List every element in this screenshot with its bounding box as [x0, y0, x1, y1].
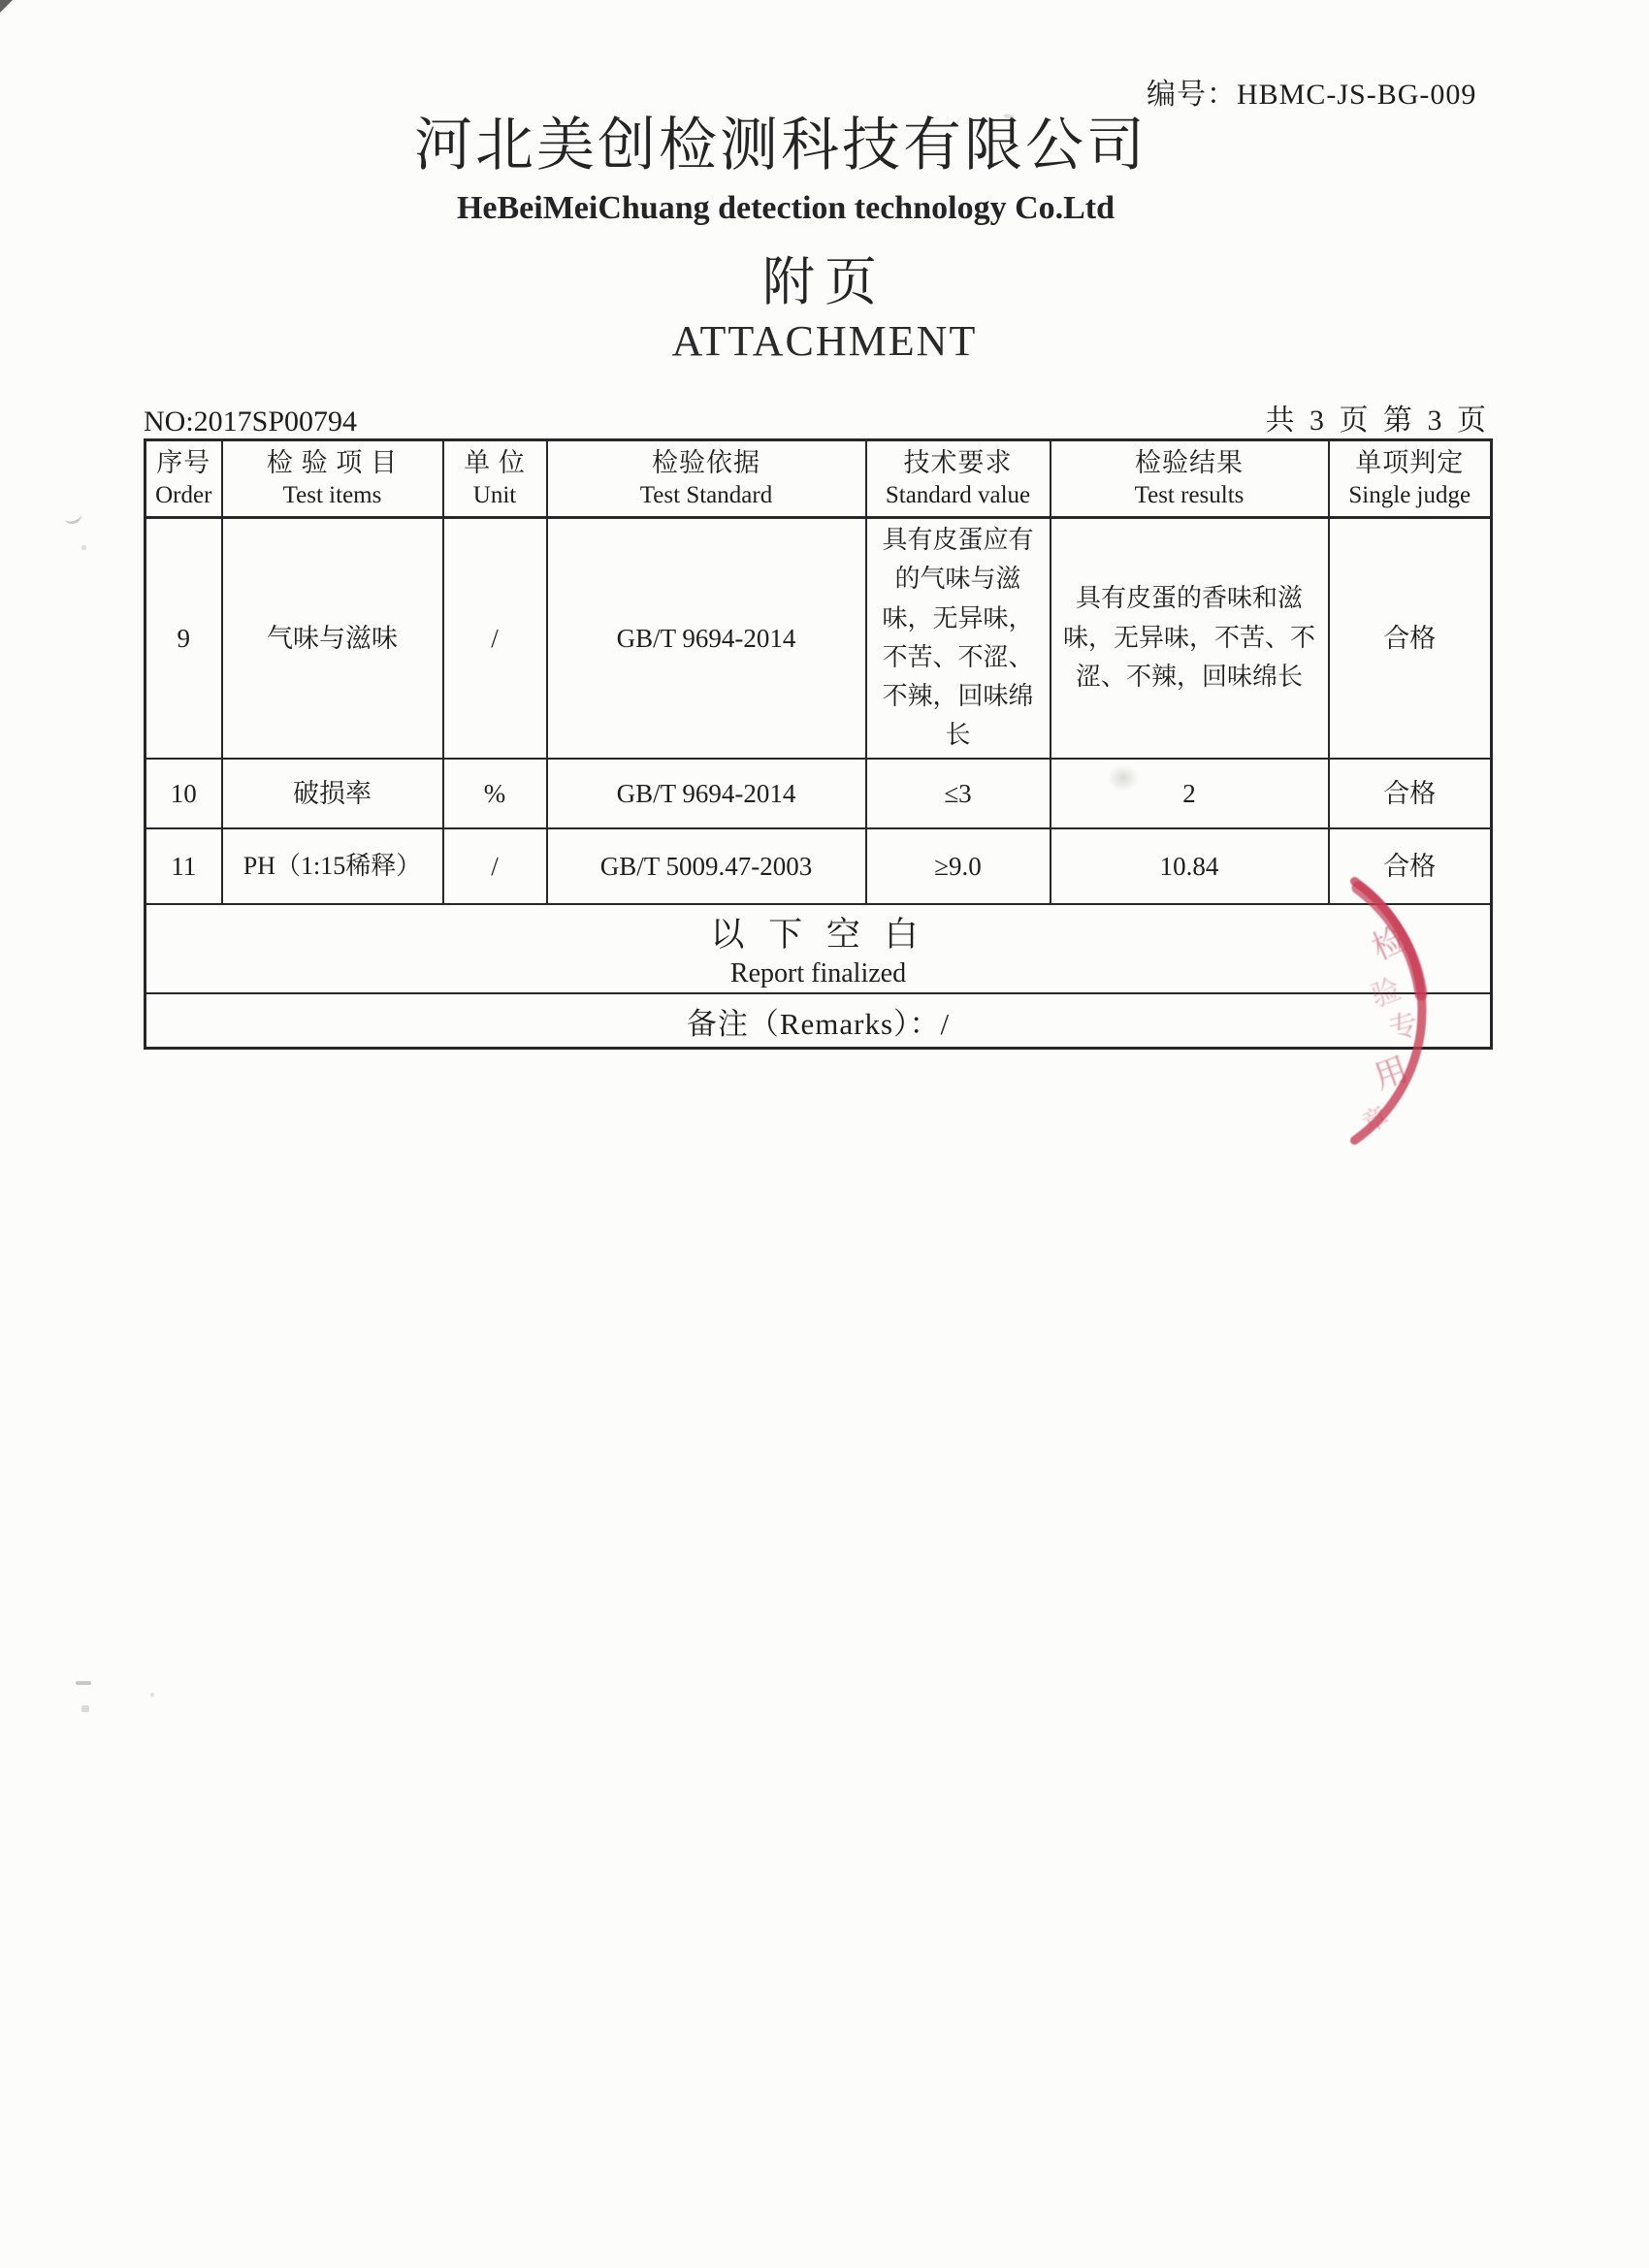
cell-single-judge: 合格	[1329, 828, 1492, 904]
pagination: 共 3 页 第 3 页	[1265, 405, 1490, 437]
scan-corner-artifact	[0, 0, 13, 13]
remarks-cell: 备注（Remarks）：/	[146, 993, 1492, 1048]
remarks-row	[146, 993, 1492, 1048]
col-header-standard-value: 技术要求 Standard value	[866, 440, 1051, 518]
table-row	[146, 759, 1492, 828]
blank-filler-en: Report finalized	[729, 958, 907, 989]
cell-test-standard: GB/T 5009.47-2003	[547, 828, 866, 904]
seal-glyph: 检	[1367, 921, 1412, 968]
cell-unit: /	[443, 518, 547, 759]
scan-noise	[62, 507, 82, 526]
cell-test-item: 破损率	[222, 759, 443, 828]
blank-filler-cn: 以 下 空 白	[710, 915, 926, 954]
company-name-cn: 河北美创检测科技有限公司	[414, 113, 1148, 178]
col-header-test-standard: 检验依据 Test Standard	[547, 440, 866, 518]
scan-noise	[81, 545, 86, 550]
cell-standard-value: ≤3	[866, 759, 1051, 828]
col-header-test-results: 检验结果 Test results	[1051, 440, 1329, 518]
table-row	[146, 828, 1492, 904]
scan-noise	[76, 1681, 91, 1685]
cell-order: 10	[146, 759, 222, 828]
cell-test-result: 具有皮蛋的香味和滋味，无异味，不苦、不涩、不辣，回味绵长	[1051, 518, 1329, 759]
scan-noise	[81, 1705, 89, 1712]
cell-single-judge: 合格	[1329, 518, 1492, 759]
report-number: NO:2017SP00794	[144, 405, 358, 437]
scan-smudge	[1101, 759, 1146, 797]
cell-unit: /	[443, 828, 547, 904]
cell-test-item: PH（1:15稀释）	[222, 828, 443, 904]
scan-noise	[150, 1693, 154, 1697]
cell-test-item: 气味与滋味	[222, 518, 443, 759]
cell-test-standard: GB/T 9694-2014	[547, 759, 866, 828]
col-header-order: 序号 Order	[146, 440, 222, 518]
results-table	[144, 438, 1493, 1050]
cell-order: 11	[146, 828, 222, 904]
table-header-row	[146, 440, 1492, 518]
blank-filler-cell	[146, 904, 1492, 994]
cell-unit: %	[443, 759, 547, 828]
attachment-title-en: ATTACHMENT	[671, 317, 978, 365]
document-code-value: HBMC-JS-BG-009	[1237, 79, 1477, 111]
cell-single-judge: 合格	[1329, 759, 1492, 828]
cell-standard-value: 具有皮蛋应有的气味与滋味，无异味，不苦、不涩、不辣，回味绵长	[866, 518, 1051, 759]
cell-test-result: 10.84	[1051, 828, 1329, 904]
document-code-label: 编号：	[1147, 79, 1237, 111]
report-meta-line	[144, 396, 1490, 438]
col-header-single-judge: 单项判定 Single judge	[1329, 440, 1492, 518]
cell-standard-value: ≥9.0	[866, 828, 1051, 904]
table-row	[146, 518, 1492, 759]
cell-order: 9	[146, 518, 222, 759]
seal-glyph: 章	[1357, 1101, 1394, 1139]
col-header-unit: 单 位 Unit	[443, 440, 547, 518]
cell-test-result: 2	[1051, 759, 1329, 828]
seal-glyph: 用	[1370, 1052, 1413, 1097]
cell-test-standard: GB/T 9694-2014	[547, 518, 866, 759]
company-name-en: HeBeiMeiChuang detection technology Co.Ltd	[456, 190, 1116, 226]
attachment-title-cn: 附页	[762, 253, 887, 311]
col-header-test-items: 检 验 项 目 Test items	[222, 440, 443, 518]
blank-filler-row	[146, 904, 1492, 994]
seal-glyph: 验	[1367, 973, 1406, 1014]
seal-glyph: 专	[1385, 1008, 1422, 1047]
